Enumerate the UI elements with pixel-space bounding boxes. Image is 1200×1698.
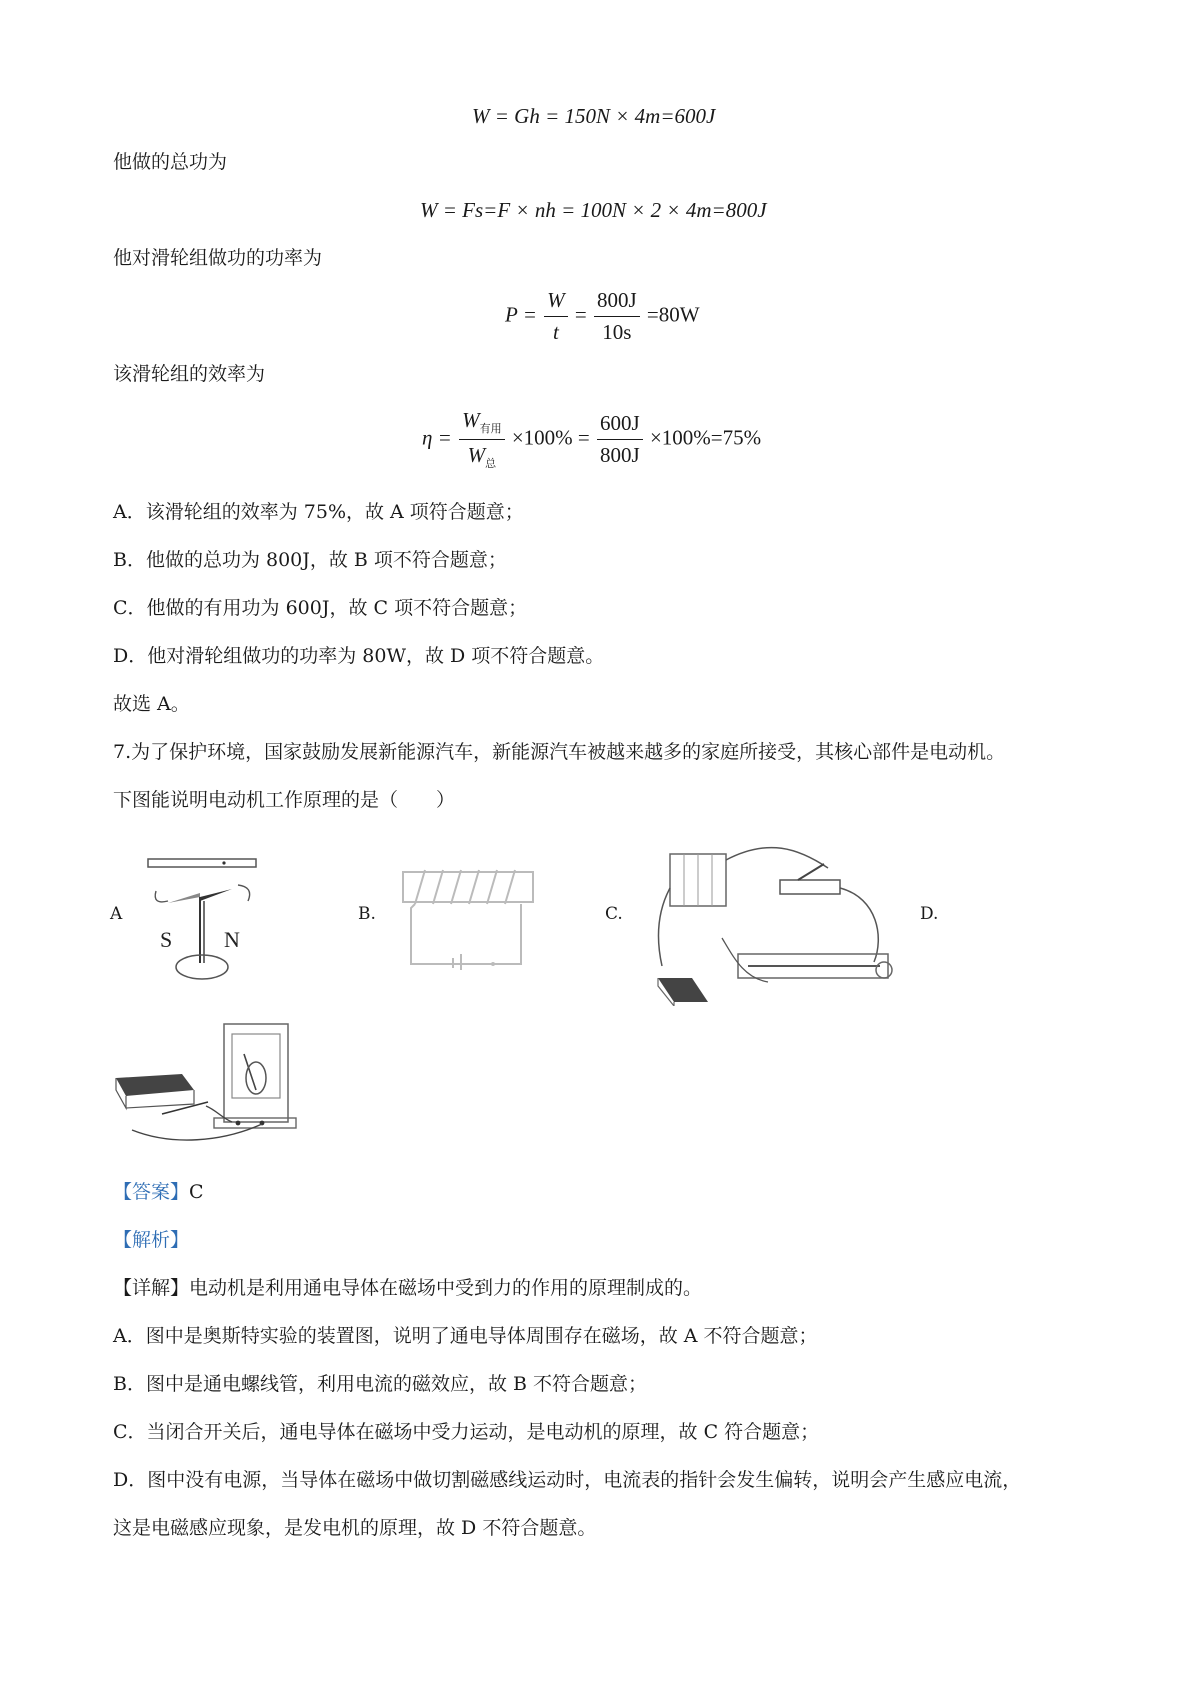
efficiency-intro: 该滑轮组的效率为 bbox=[113, 363, 266, 385]
figure-d-generator bbox=[112, 1018, 302, 1148]
formula-power bbox=[505, 288, 700, 345]
power-intro: 他对滑轮组做功的功率为 bbox=[113, 247, 323, 269]
analysis-c: C．当闭合开关后，通电导体在磁场中受力运动，是电动机的原理，故 C 符合题意； bbox=[113, 1421, 820, 1443]
efficiency-fraction-2 bbox=[597, 411, 643, 468]
efficiency-lhs: η = bbox=[422, 425, 452, 450]
power-eq: = bbox=[574, 302, 587, 327]
figure-a-s-label: S bbox=[160, 927, 173, 952]
conclusion-d: D．他对滑轮组做功的功率为 80W，故 D 项不符合题意。 bbox=[113, 645, 605, 667]
formula-useful-work: W = Gh = 150N × 4m=600J bbox=[472, 104, 716, 128]
answer-line bbox=[113, 1178, 204, 1206]
figure-b-solenoid bbox=[393, 858, 543, 970]
efficiency-num2: 600J bbox=[597, 411, 643, 440]
analysis-d-line2: 这是电磁感应现象，是发电机的原理，故 D 不符合题意。 bbox=[113, 1517, 597, 1539]
figure-a-oersted bbox=[140, 855, 280, 985]
formula-total-work: W = Fs=F × nh = 100N × 2 × 4m=800J bbox=[420, 198, 767, 222]
power-den2: 10s bbox=[602, 320, 632, 344]
efficiency-den1: $W_总$ bbox=[467, 443, 497, 470]
efficiency-den2: 800J bbox=[600, 443, 640, 467]
conclusion-choose: 故选 A。 bbox=[113, 693, 190, 715]
formula-efficiency bbox=[422, 408, 761, 471]
option-a-label: A bbox=[110, 904, 123, 924]
answer-value: C bbox=[189, 1181, 204, 1203]
question7-stem-line2: 下图能说明电动机工作原理的是（ ） bbox=[113, 789, 456, 811]
power-num2: 800J bbox=[594, 288, 640, 317]
power-result: =80W bbox=[646, 302, 700, 327]
conclusion-c: C．他做的有用功为 600J，故 C 项不符合题意； bbox=[113, 597, 528, 619]
efficiency-fraction-1 bbox=[459, 408, 505, 471]
efficiency-result: ×100%=75% bbox=[649, 425, 762, 450]
efficiency-num1: $W_{有用}$ bbox=[459, 408, 505, 440]
power-num1: W bbox=[544, 288, 568, 317]
question7-stem-line1: 7.为了保护环境，国家鼓励发展新能源汽车，新能源汽车被越来越多的家庭所接受，其核心部件是电动机。 bbox=[113, 741, 1006, 763]
figure-c-motor-circuit bbox=[648, 838, 913, 1006]
power-den1: t bbox=[552, 320, 559, 344]
power-fraction-2 bbox=[594, 288, 640, 345]
option-b-label: B. bbox=[358, 904, 376, 924]
analysis-a: A．图中是奥斯特实验的装置图，说明了通电导体周围存在磁场，故 A 不符合题意； bbox=[113, 1325, 818, 1347]
answer-label: 【答案】 bbox=[113, 1181, 190, 1203]
conclusion-b: B．他做的总功为 800J，故 B 项不符合题意； bbox=[113, 549, 507, 571]
efficiency-mid: ×100% = bbox=[511, 425, 590, 450]
conclusion-a: A．该滑轮组的效率为 75%，故 A 项符合题意； bbox=[113, 501, 524, 523]
figure-a-n-label: N bbox=[224, 927, 240, 952]
option-c-label: C. bbox=[605, 904, 623, 924]
analysis-d-line1: D．图中没有电源，当导体在磁场中做切割磁感线运动时，电流表的指针会发生偏转，说明会产生感应电流， bbox=[113, 1469, 1022, 1491]
option-d-label: D. bbox=[920, 904, 939, 924]
analysis-detail: 【详解】电动机是利用通电导体在磁场中受到力的作用的原理制成的。 bbox=[113, 1277, 703, 1299]
analysis-label: 【解析】 bbox=[113, 1229, 190, 1251]
analysis-b: B．图中是通电螺线管，利用电流的磁效应，故 B 不符合题意； bbox=[113, 1373, 648, 1395]
power-fraction-1 bbox=[544, 288, 568, 345]
power-lhs: P = bbox=[505, 302, 537, 327]
total-work-intro: 他做的总功为 bbox=[113, 151, 228, 173]
